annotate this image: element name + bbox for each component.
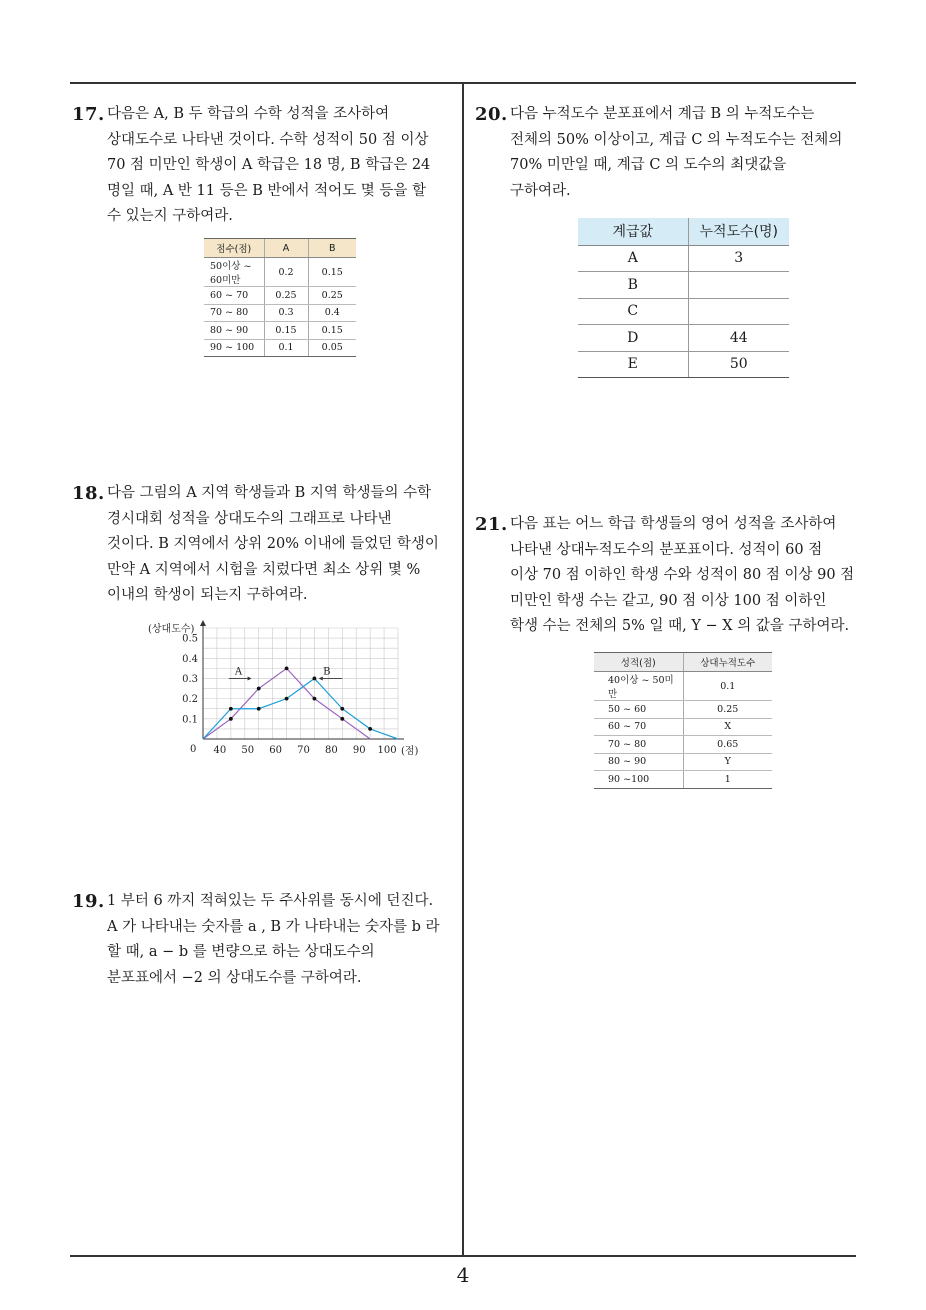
y-tick-label: 0.2 bbox=[182, 694, 198, 706]
data-point bbox=[340, 717, 344, 721]
table-row: 70 ~ 80 0.3 0.4 bbox=[204, 304, 356, 322]
y-axis-label: (상대도수) bbox=[148, 624, 195, 635]
question-text-line: 명일 때, A 반 11 등은 B 반에서 적어도 몇 등을 할 bbox=[107, 182, 426, 199]
table-row: 90 ~100 1 bbox=[594, 771, 772, 789]
question-text-line: 학생 수는 전체의 5% 일 때, Y − X 의 값을 구하여라. bbox=[510, 618, 850, 634]
table-row: 90 ~ 100 0.1 0.05 bbox=[204, 339, 356, 357]
table-row: E 50 bbox=[578, 351, 789, 378]
table-row: D 44 bbox=[578, 325, 789, 352]
q21-relative-cumulative-table bbox=[594, 652, 772, 789]
question-text-line: 이상 70 점 이하인 학생 수와 성적이 80 점 이상 90 점 bbox=[510, 567, 855, 583]
y-tick-label: 0.3 bbox=[182, 673, 198, 685]
x-tick-label: 60 bbox=[269, 745, 283, 756]
origin-label: 0 bbox=[190, 744, 197, 755]
question-number: 17. bbox=[72, 104, 105, 125]
table-row: 50 ~ 60 0.25 bbox=[594, 701, 772, 719]
question-text-line: 미만인 학생 수는 같고, 90 점 이상 100 점 이하인 bbox=[510, 592, 827, 609]
data-point bbox=[285, 697, 289, 701]
question-text-line: 1 부터 6 까지 적혀있는 두 주사위를 동시에 던진다. bbox=[107, 893, 434, 909]
question-number: 20. bbox=[475, 104, 508, 125]
data-point bbox=[368, 727, 372, 731]
table-header: 누적도수(명) bbox=[688, 218, 789, 245]
table-row: C bbox=[578, 298, 789, 325]
y-tick-label: 0.1 bbox=[182, 714, 198, 726]
data-point bbox=[229, 707, 233, 711]
question-text-line: 다음 그림의 A 지역 학생들과 B 지역 학생들의 수학 bbox=[107, 485, 432, 501]
question-text-line: 상대도수로 나타낸 것이다. 수학 성적이 50 점 이상 bbox=[107, 131, 429, 148]
table-header: B bbox=[308, 239, 356, 258]
question-17 bbox=[72, 102, 430, 230]
x-tick-label: 50 bbox=[241, 745, 255, 756]
data-point bbox=[340, 707, 344, 711]
table-header: 계급값 bbox=[578, 218, 688, 245]
q17-relative-frequency-table bbox=[204, 238, 356, 357]
q20-cumulative-frequency-table bbox=[578, 218, 789, 378]
table-header: 성적(점) bbox=[594, 653, 683, 672]
question-number: 21. bbox=[475, 514, 508, 535]
question-text-line: 70% 미만일 때, 계급 C 의 도수의 최댓값을 bbox=[510, 157, 787, 173]
table-row: 70 ~ 80 0.65 bbox=[594, 736, 772, 754]
relative-frequency-chart bbox=[145, 618, 420, 758]
table-row: A 3 bbox=[578, 245, 789, 272]
question-text-line: 다음 표는 어느 학급 학생들의 영어 성적을 조사하여 bbox=[510, 516, 837, 532]
x-tick-label: 80 bbox=[324, 745, 338, 756]
question-text-line: 나타낸 상대누적도수의 분포표이다. 성적이 60 점 bbox=[510, 541, 823, 558]
question-18 bbox=[72, 481, 439, 609]
series-label-B: B bbox=[323, 666, 331, 678]
question-text-line: 70 점 미만인 학생이 A 학급은 18 명, B 학급은 24 bbox=[107, 157, 431, 173]
question-text-line: 경시대회 성적을 상대도수의 그래프로 나타낸 bbox=[107, 510, 392, 527]
chart-labels bbox=[148, 622, 419, 757]
question-text-line: A 가 나타내는 숫자를 a , B 가 나타내는 숫자를 b 라 bbox=[107, 918, 440, 935]
table-row: 80 ~ 90 Y bbox=[594, 753, 772, 771]
question-19 bbox=[72, 889, 439, 991]
question-text-line: 할 때, a − b 를 변량으로 하는 상대도수의 bbox=[107, 944, 375, 960]
x-tick-label: 70 bbox=[297, 745, 310, 756]
x-tick-label: 90 bbox=[352, 745, 366, 756]
question-text-line: 분포표에서 −2 의 상대도수를 구하여라. bbox=[107, 969, 362, 986]
x-tick-label: 40 bbox=[213, 745, 227, 756]
question-text-line: 만약 A 지역에서 시험을 치렀다면 최소 상위 몇 % bbox=[107, 561, 421, 578]
arrow-left-icon bbox=[319, 676, 323, 680]
question-text-line: 다음 누적도수 분포표에서 계급 B 의 누적도수는 bbox=[510, 106, 815, 122]
y-axis-arrow-icon bbox=[200, 620, 206, 626]
series-label-A: A bbox=[234, 666, 243, 678]
question-text-line: 것이다. B 지역에서 상위 20% 이내에 들었던 학생이 bbox=[107, 536, 439, 552]
table-header: 점수(점) bbox=[204, 239, 264, 258]
question-number: 18. bbox=[72, 483, 105, 504]
bottom-rule bbox=[70, 1255, 856, 1257]
x-axis-label: (점) bbox=[401, 746, 419, 757]
data-point bbox=[257, 707, 261, 711]
column-divider bbox=[462, 83, 464, 1256]
question-number: 19. bbox=[72, 891, 105, 912]
question-text-line: 전체의 50% 이상이고, 계급 C 의 누적도수는 전체의 bbox=[510, 131, 843, 148]
y-tick-label: 0.5 bbox=[182, 633, 198, 645]
data-point bbox=[313, 697, 317, 701]
table-row: 80 ~ 90 0.15 0.15 bbox=[204, 322, 356, 340]
question-text-line: 이내의 학생이 되는지 구하여라. bbox=[107, 587, 308, 603]
question-20 bbox=[475, 102, 842, 204]
question-text-line: 구하여라. bbox=[510, 182, 571, 199]
data-point bbox=[229, 717, 233, 721]
data-point bbox=[313, 677, 317, 681]
question-21 bbox=[475, 512, 854, 640]
data-point bbox=[257, 687, 261, 691]
table-row: 60 ~ 70 X bbox=[594, 718, 772, 736]
data-point bbox=[285, 666, 289, 670]
question-text-line: 수 있는지 구하여라. bbox=[107, 208, 233, 224]
table-row: B bbox=[578, 272, 789, 299]
arrow-right-icon bbox=[248, 676, 252, 680]
chart-svg bbox=[145, 618, 420, 758]
y-tick-label: 0.4 bbox=[182, 653, 198, 665]
question-text-line: 다음은 A, B 두 학급의 수학 성적을 조사하여 bbox=[107, 106, 390, 122]
table-header: 상대누적도수 bbox=[683, 653, 772, 672]
table-header: A bbox=[264, 239, 308, 258]
page-number: 4 bbox=[456, 1263, 470, 1287]
table-row: 60 ~ 70 0.25 0.25 bbox=[204, 287, 356, 305]
table-row: 50이상 ~ 60미만 0.2 0.15 bbox=[204, 258, 356, 287]
table-row: 40이상 ~ 50미만 0.1 bbox=[594, 672, 772, 701]
x-tick-label: 100 bbox=[377, 745, 397, 756]
